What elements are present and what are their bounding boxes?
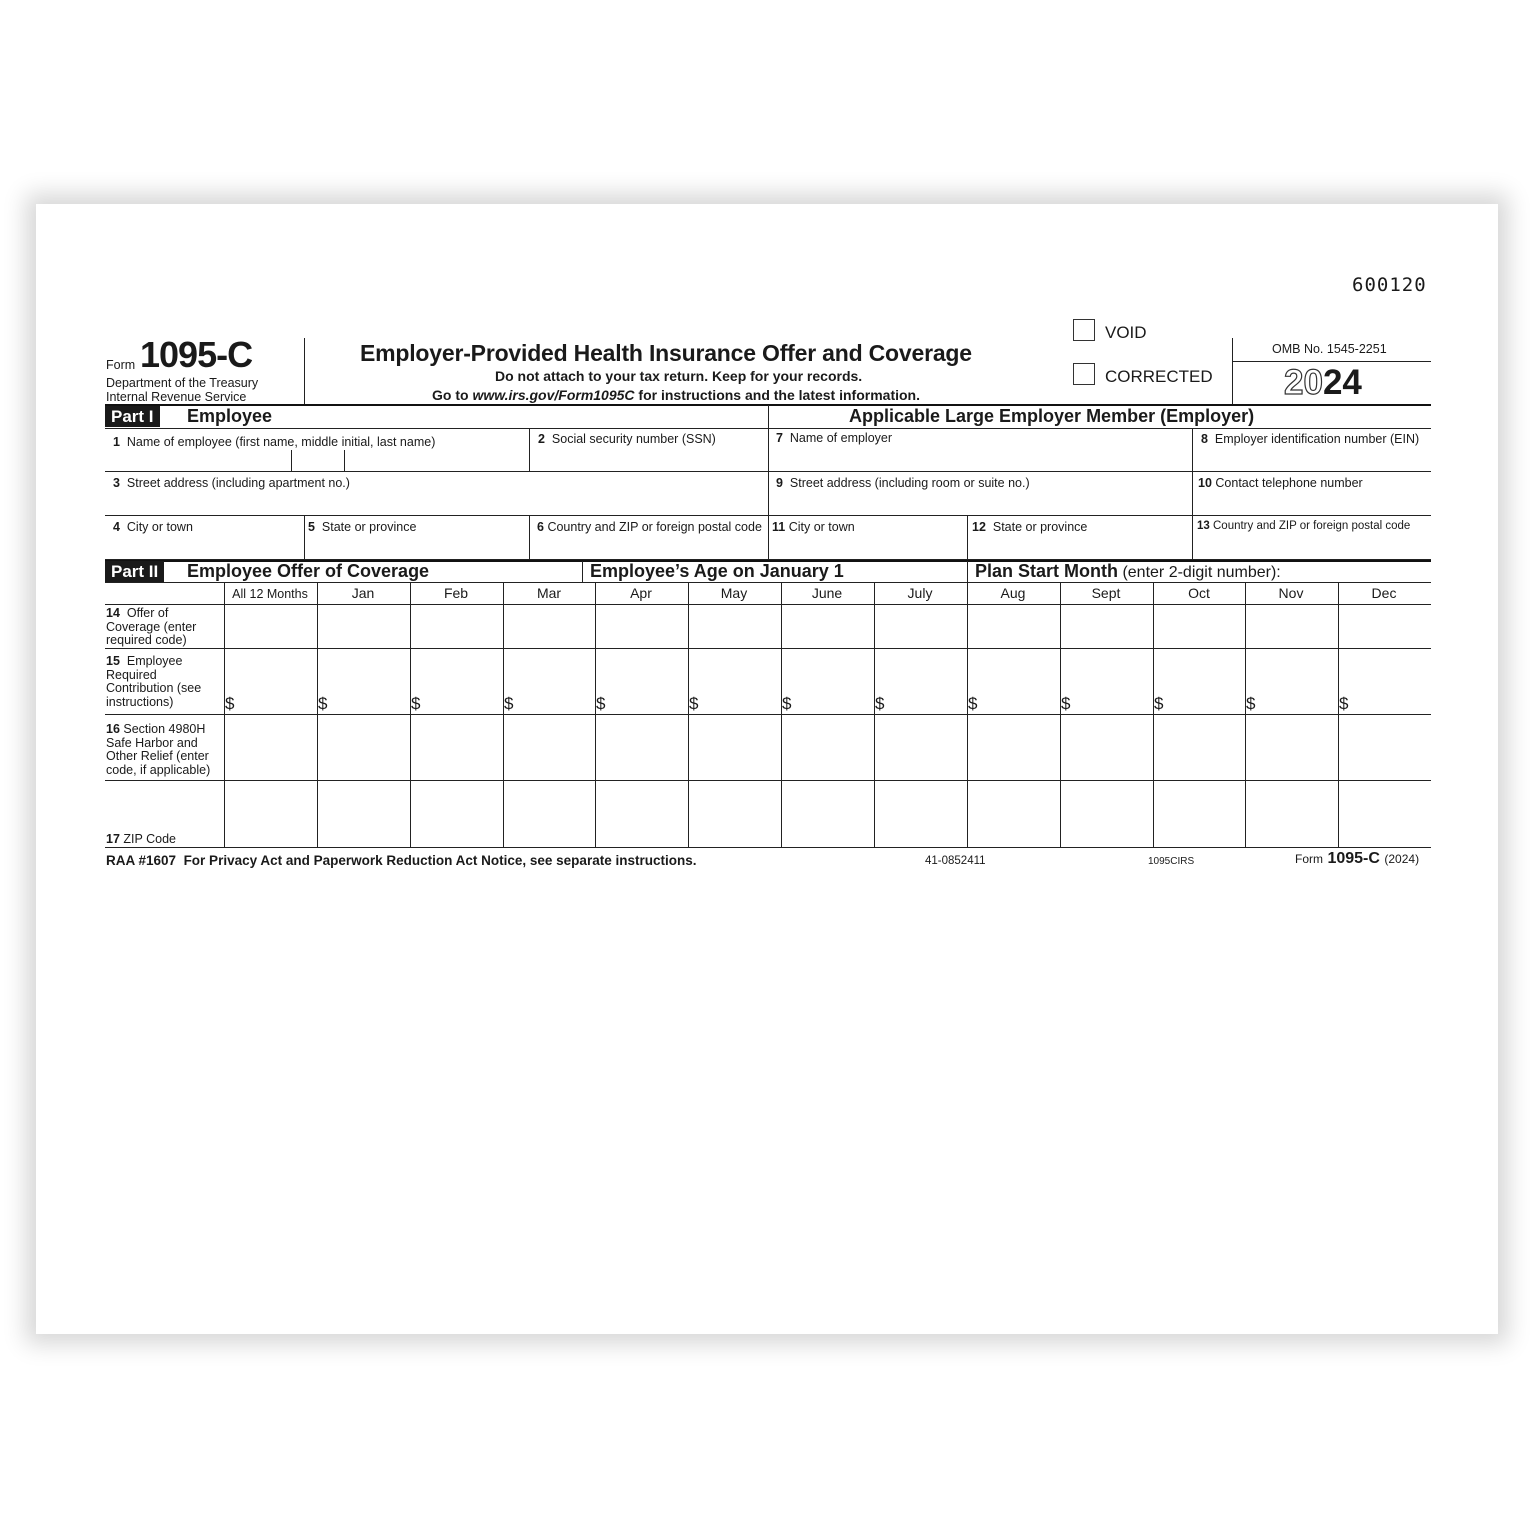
row-15-number: 15 — [106, 654, 120, 668]
row-14-cell[interactable] — [1061, 605, 1152, 647]
name-tick-2 — [344, 450, 345, 471]
field-5-number: 5 — [308, 520, 315, 534]
field-2-label: Social security number (SSN) — [551, 432, 716, 446]
month-header: Jan — [351, 585, 375, 601]
f4-f5-divider — [304, 515, 305, 559]
row-17-cell[interactable] — [1154, 781, 1245, 846]
month-header: Feb — [443, 585, 469, 601]
row-17-cell[interactable] — [318, 781, 409, 846]
footer-form-id — [1295, 850, 1419, 868]
form-title: Employer-Provided Health Insurance Offer and Coverage — [360, 340, 972, 366]
month-header: Mar — [536, 585, 562, 601]
month-header: May — [720, 585, 748, 601]
field-4-label: City or town — [126, 520, 193, 534]
dollar-sign: $ — [689, 694, 699, 713]
row-15-label — [106, 655, 222, 709]
field-3-street-address[interactable] — [113, 476, 350, 490]
void-label: VOID — [1105, 323, 1147, 342]
footer-code-2: 1095CIRS — [1148, 856, 1195, 867]
row-16-cell[interactable] — [689, 715, 780, 779]
row-16-cell[interactable] — [1246, 715, 1337, 779]
month-header: Dec — [1371, 585, 1397, 601]
footer-form-word: Form — [1295, 852, 1323, 866]
age-title: Employee’s Age on January 1 — [590, 561, 844, 581]
row-16-cell[interactable] — [875, 715, 966, 779]
tax-year-outline: 20 — [1284, 363, 1323, 402]
row-16-cell[interactable] — [225, 715, 316, 779]
field-7-employer-name[interactable] — [776, 431, 892, 445]
dollar-sign: $ — [225, 694, 235, 713]
row-14-cell[interactable] — [1339, 605, 1430, 647]
field-12-label: State or province — [992, 520, 1088, 534]
row-16-label — [106, 723, 222, 777]
month-header: July — [907, 585, 933, 601]
field-8-ein[interactable] — [1201, 432, 1419, 446]
field-10-phone[interactable] — [1198, 476, 1363, 490]
row-14-number: 14 — [106, 606, 120, 620]
dollar-sign: $ — [968, 694, 978, 713]
dollar-sign: $ — [1339, 694, 1349, 713]
row-15-cell[interactable] — [1246, 649, 1337, 713]
header-divider-right — [1232, 338, 1233, 404]
instructions-line — [432, 387, 920, 403]
row-17-label — [106, 833, 222, 847]
row-14-cell[interactable] — [689, 605, 780, 647]
f5-f6-divider — [529, 515, 530, 559]
agency-name: Internal Revenue Service — [106, 390, 247, 404]
field-9-number: 9 — [776, 476, 783, 490]
row-14-cell[interactable] — [1246, 605, 1337, 647]
row-14-cell[interactable] — [225, 605, 316, 647]
irs-link[interactable]: www.irs.gov/Form1095C — [472, 387, 635, 403]
field-6-label: Country and ZIP or foreign postal code — [547, 520, 762, 534]
field-1-number: 1 — [113, 435, 120, 449]
field-3-number: 3 — [113, 476, 120, 490]
row-14-cell[interactable] — [504, 605, 595, 647]
row-15-cell[interactable] — [689, 649, 780, 713]
row-16-cell[interactable] — [504, 715, 595, 779]
row-15-cell[interactable] — [504, 649, 595, 713]
footer-privacy — [106, 853, 696, 868]
field-3-label: Street address (including apartment no.) — [126, 476, 350, 490]
field-6-country-zip[interactable] — [537, 520, 762, 534]
corrected-checkbox[interactable] — [1073, 363, 1095, 385]
omb-divider — [1233, 361, 1431, 362]
row-15-cell[interactable] — [225, 649, 316, 713]
row-16-cell[interactable] — [411, 715, 502, 779]
row-17-cell[interactable] — [225, 781, 316, 846]
row-16-cell[interactable] — [1339, 715, 1430, 779]
void-checkbox[interactable] — [1073, 319, 1095, 341]
part1-label: Part I — [105, 406, 160, 427]
field-11-number: 11 — [772, 520, 786, 534]
form-id-number: 600120 — [1352, 274, 1427, 296]
row-16-cell[interactable] — [1154, 715, 1245, 779]
dollar-sign: $ — [1154, 694, 1164, 713]
field-10-label: Contact telephone number — [1215, 476, 1363, 490]
form-word: Form — [106, 358, 136, 372]
field-8-number: 8 — [1201, 432, 1208, 446]
row-15-cell[interactable] — [1154, 649, 1245, 713]
row-17-cell[interactable] — [875, 781, 966, 846]
form-subtitle: Do not attach to your tax return. Keep for your records. — [495, 368, 863, 384]
plan-start-month[interactable] — [975, 561, 1281, 582]
row-17-cell[interactable] — [411, 781, 502, 846]
row-15-text: Employee Required Contribution (see instructions) — [106, 654, 202, 709]
header-divider-left — [304, 338, 305, 404]
omb-number: OMB No. 1545-2251 — [1272, 342, 1387, 356]
row-16-cell[interactable] — [782, 715, 873, 779]
field-13-number: 13 — [1197, 520, 1210, 532]
field-10-number: 10 — [1198, 476, 1212, 490]
row-17-cell[interactable] — [596, 781, 687, 846]
footer-code-1: 41-0852411 — [925, 855, 986, 867]
field-12-number: 12 — [972, 520, 986, 534]
field-4-city[interactable] — [113, 520, 193, 534]
row-15-cell[interactable] — [875, 649, 966, 713]
dollar-sign: $ — [1246, 694, 1256, 713]
field-12-employer-state[interactable] — [972, 520, 1087, 534]
row-16-cell[interactable] — [596, 715, 687, 779]
row-14-cell[interactable] — [875, 605, 966, 647]
field-9-employer-street[interactable] — [776, 476, 1030, 490]
row-17-text: ZIP Code — [123, 832, 176, 846]
row-17-cell[interactable] — [1061, 781, 1152, 846]
plan-start-note: (enter 2-digit number): — [1122, 564, 1281, 581]
field-11-label: City or town — [788, 520, 855, 534]
footer-form-number: 1095-C — [1327, 850, 1380, 867]
row-14-cell[interactable] — [968, 605, 1059, 647]
age-divider — [582, 561, 583, 582]
row-17-cell[interactable] — [1339, 781, 1430, 846]
dollar-sign: $ — [411, 694, 421, 713]
row-16-text: Section 4980H Safe Harbor and Other Relief (enter code, if applicable) — [106, 722, 211, 777]
month-header: Apr — [630, 585, 652, 601]
row-15-cell[interactable] — [1061, 649, 1152, 713]
name-tick-1 — [291, 450, 292, 471]
tax-year — [1284, 363, 1362, 403]
row-15-cell[interactable] — [782, 649, 873, 713]
row-15-cell[interactable] — [318, 649, 409, 713]
f11-f12-divider — [967, 515, 968, 559]
part1-title: Employee — [187, 406, 273, 426]
field-2-ssn[interactable] — [538, 432, 716, 446]
row-15-cell[interactable] — [596, 649, 687, 713]
part1-row1-rule — [105, 471, 1431, 472]
row-14-cell[interactable] — [1154, 605, 1245, 647]
dollar-sign: $ — [782, 694, 792, 713]
row-17-number: 17 — [106, 832, 120, 846]
row-14-cell[interactable] — [318, 605, 409, 647]
month-header: June — [811, 585, 843, 601]
plan-start-title: Plan Start Month — [975, 561, 1118, 581]
field-1-employee-name[interactable] — [113, 435, 435, 449]
field-13-label: Country and ZIP or foreign postal code — [1213, 520, 1411, 532]
row-16-cell[interactable] — [968, 715, 1059, 779]
month-header: Sept — [1091, 585, 1121, 601]
field-1-label: Name of employee (first name, middle initial, last name) — [126, 435, 436, 449]
row-15-cell[interactable] — [411, 649, 502, 713]
row-14-label — [106, 607, 222, 648]
f1-f2-divider — [529, 428, 530, 471]
field-11-employer-city[interactable] — [772, 520, 855, 534]
employer-right-divider — [1192, 428, 1193, 559]
part2-title: Employee Offer of Coverage — [187, 561, 430, 581]
part2-label: Part II — [105, 561, 164, 582]
field-13-employer-country-zip[interactable] — [1197, 520, 1410, 532]
grid-row-rule — [105, 847, 1431, 848]
field-8-label: Employer identification number (EIN) — [1214, 432, 1420, 446]
row-17-cell[interactable] — [1246, 781, 1337, 846]
row-14-cell[interactable] — [411, 605, 502, 647]
field-9-label: Street address (including room or suite no.) — [789, 476, 1030, 490]
instructions-suffix: for instructions and the latest information. — [634, 387, 920, 403]
month-header: Oct — [1188, 585, 1210, 601]
row-17-cell[interactable] — [689, 781, 780, 846]
dollar-sign: $ — [1061, 694, 1071, 713]
months-top-rule — [105, 582, 1431, 583]
field-2-number: 2 — [538, 432, 545, 446]
row-14-cell[interactable] — [596, 605, 687, 647]
row-16-cell[interactable] — [1061, 715, 1152, 779]
form-number: 1095-C — [140, 334, 253, 375]
month-header: All 12 Months — [232, 587, 308, 601]
dollar-sign: $ — [504, 694, 514, 713]
row-17-cell[interactable] — [504, 781, 595, 846]
tax-year-bold: 24 — [1322, 363, 1362, 402]
department-name: Department of the Treasury — [106, 376, 259, 390]
field-5-state[interactable] — [308, 520, 416, 534]
row-16-cell[interactable] — [318, 715, 409, 779]
field-4-number: 4 — [113, 520, 120, 534]
privacy-notice: For Privacy Act and Paperwork Reduction Act Notice, see separate instructions. — [183, 853, 697, 868]
instructions-prefix: Go to — [432, 387, 473, 403]
raa-code: RAA #1607 — [106, 853, 177, 868]
plan-divider — [967, 561, 968, 582]
field-6-number: 6 — [537, 520, 544, 534]
field-7-number: 7 — [776, 431, 783, 445]
employer-section-title: Applicable Large Employer Member (Employer) — [849, 406, 1255, 426]
row-15-cell[interactable] — [968, 649, 1059, 713]
dollar-sign: $ — [596, 694, 606, 713]
part1-center-divider — [768, 405, 769, 560]
row-14-cell[interactable] — [782, 605, 873, 647]
footer-form-year: (2024) — [1384, 852, 1420, 866]
dollar-sign: $ — [318, 694, 328, 713]
corrected-label: CORRECTED — [1105, 367, 1213, 386]
row-14-text: Offer of Coverage (enter required code) — [106, 606, 197, 647]
month-header: Aug — [1000, 585, 1026, 601]
row-17-cell[interactable] — [782, 781, 873, 846]
field-5-label: State or province — [321, 520, 417, 534]
month-header: Nov — [1278, 585, 1304, 601]
field-7-label: Name of employer — [789, 431, 893, 445]
dollar-sign: $ — [875, 694, 885, 713]
row-15-cell[interactable] — [1339, 649, 1430, 713]
row-17-cell[interactable] — [968, 781, 1059, 846]
row-16-number: 16 — [106, 722, 120, 736]
